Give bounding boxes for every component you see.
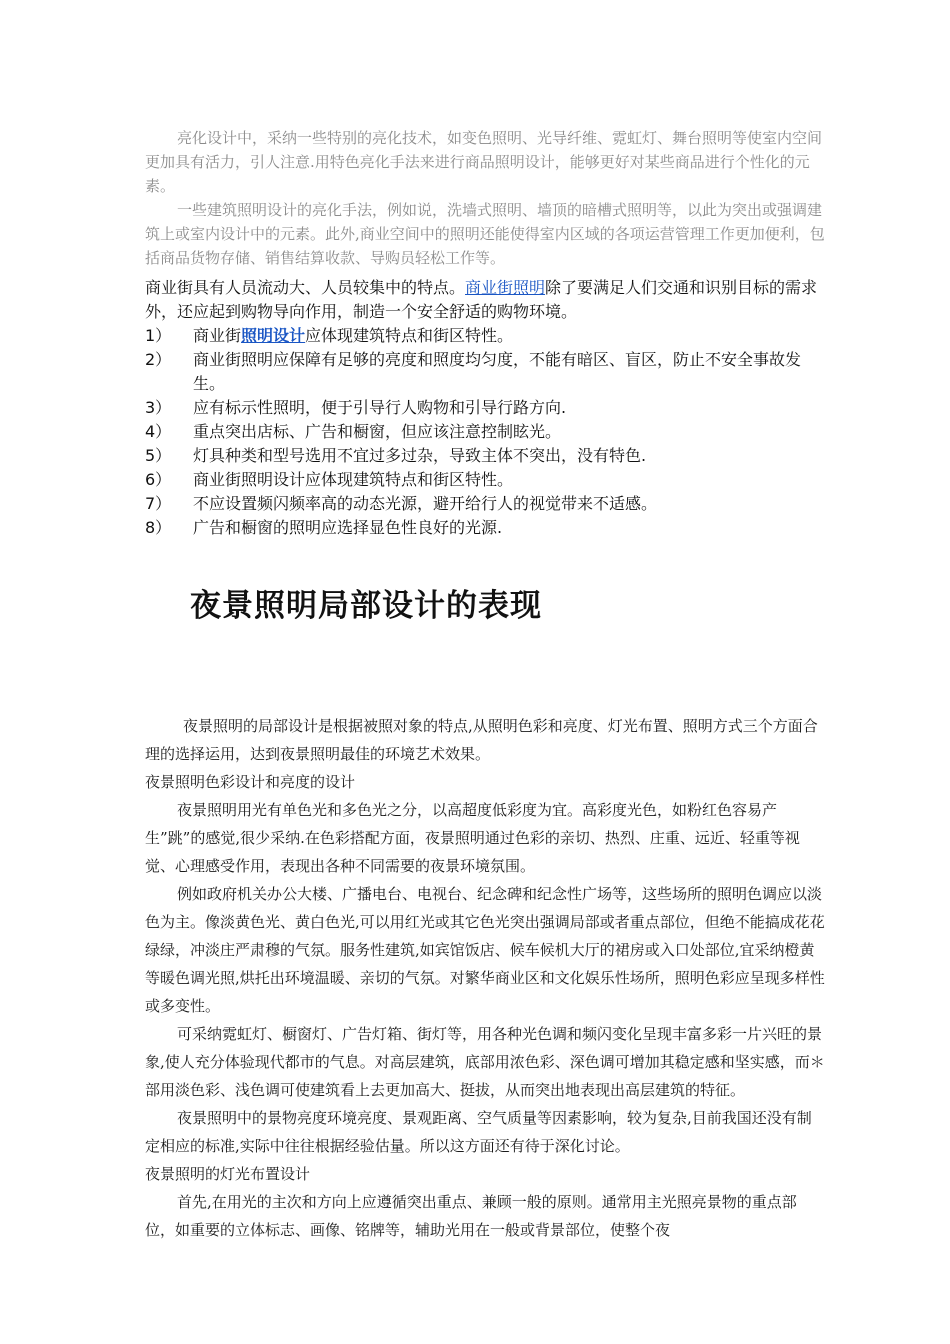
commercial-text-before: 商业街具有人员流动大、人员较集中的特点。 — [145, 278, 466, 297]
list-text: 商业街照明设计应体现建筑特点和街区特性。 — [193, 470, 514, 489]
list-text: 重点突出店标、广告和橱窗，但应该注意控制眩光。 — [193, 422, 562, 441]
list-item — [145, 420, 825, 444]
intro-paragraph-1: 亮化设计中，采纳一些特别的亮化技术，如变色照明、光导纤维、霓虹灯、舞台照明等使室内空间更加具有活力，引人注意.用特色亮化手法来进行商品照明设计，能够更好对某些商品进行个性化的元素。 — [145, 129, 823, 195]
list-item — [145, 348, 825, 396]
subheading-light-layout: 夜景照明的灯光布置设计 — [145, 1165, 311, 1183]
list-item — [145, 492, 825, 516]
section-intro-paragraph: 夜景照明的局部设计是根据被照对象的特点,从照明色彩和亮度、灯光布置、照明方式三个方面合理的选择运用，达到夜景照明最佳的环境艺术效果。 — [145, 717, 818, 763]
lighting-design-link[interactable]: 照明设计 — [241, 326, 306, 345]
commercial-text-after: 除了要满足人们交通和识别目标的需求外，还应起到购物导向作用，制造一个安全舒适的购物环境。 — [145, 278, 818, 321]
list-number: 8） — [145, 518, 172, 537]
list-number: 3） — [145, 398, 172, 417]
list-item — [145, 468, 825, 492]
list-number: 4） — [145, 422, 172, 441]
list-text: 灯具种类和型号选用不宜过多过杂，导致主体不突出，没有特色. — [193, 446, 647, 465]
body-paragraph-5: 首先,在用光的主次和方向上应遵循突出重点、兼顾一般的原则。通常用主光照亮景物的重点部位，如重要的立体标志、画像、铭牌等，辅助光用在一般或背景部位，使整个夜 — [145, 1193, 797, 1239]
list-item — [145, 516, 825, 540]
list-text: 商业街照明应保障有足够的亮度和照度均匀度，不能有暗区、盲区，防止不安全事故发生。 — [193, 350, 802, 393]
body-paragraph-2: 例如政府机关办公大楼、广播电台、电视台、纪念碑和纪念性广场等，这些场所的照明色调应以淡色为主。像淡黄色光、黄白色光,可以用红光或其它色光突出强调局部或者重点部位，但绝不能搞成花花绿绿，冲淡庄严肃穆的气氛。服务性建筑,如宾馆饭店、候车候机大厅的裙房或入口处部位,宜采纳橙黄等暖色调光照,烘托出环境温暖、亲切的气氛。对繁华商业区和文化娱乐性场所，照明色彩应呈现多样性或多变性。 — [145, 885, 825, 1015]
list-number: 6） — [145, 470, 172, 489]
list-text-after: 应体现建筑特点和街区特性。 — [305, 326, 514, 345]
body-paragraph-1: 夜景照明用光有单色光和多色光之分，以高超度低彩度为宜。高彩度光色，如粉红色容易产生”跳”的感觉,很少采纳.在色彩搭配方面，夜景照明通过色彩的亲切、热烈、庄重、远近、轻重等视觉、心理感受作用，表现出各种不同需要的夜景环境氛围。 — [145, 801, 800, 875]
commercial-street-lighting-link[interactable]: 商业街照明 — [465, 278, 546, 297]
commercial-paragraph — [145, 276, 825, 324]
list-number: 5） — [145, 446, 172, 465]
subheading-color-brightness: 夜景照明色彩设计和亮度的设计 — [145, 773, 356, 791]
body-paragraph-3: 可采纳霓虹灯、橱窗灯、广告灯箱、街灯等，用各种光色调和频闪变化呈现丰富多彩一片兴旺的景象,使人充分体验现代都市的气息。对高层建筑，底部用浓色彩、深色调可增加其稳定感和坚实感，而＊部用淡色彩、浅色调可使建筑看上去更加高大、挺拔，从而突出地表现出高层建筑的特征。 — [145, 1025, 825, 1099]
list-text: 应有标示性照明，便于引导行人购物和引导行路方向. — [193, 398, 567, 417]
list-item — [145, 324, 825, 348]
list-text — [193, 324, 825, 348]
section-heading: 夜景照明局部设计的表现 — [190, 588, 542, 624]
list-item — [145, 444, 825, 468]
body-paragraph-4: 夜景照明中的景物亮度环境亮度、景观距离、空气质量等因素影响，较为复杂,目前我国还没有制定相应的标准,实际中往往根据经验估量。所以这方面还有待于深化讨论。 — [145, 1109, 812, 1155]
intro-section — [145, 126, 825, 270]
list-item — [145, 396, 825, 420]
list-number: 7） — [145, 494, 172, 513]
list-text-before: 商业街 — [193, 326, 242, 345]
list-number: 1） — [145, 326, 172, 345]
list-number: 2） — [145, 350, 172, 369]
intro-paragraph-2: 一些建筑照明设计的亮化手法，例如说，洗墙式照明、墙顶的暗槽式照明等，以此为突出或强调建筑上或室内设计中的元素。此外,商业空间中的照明还能使得室内区域的各项运营管理工作更加便利，包括商品货物存储、销售结算收款、导购员轻松工作等。 — [145, 201, 825, 267]
list-text: 广告和橱窗的照明应选择显色性良好的光源. — [193, 518, 503, 537]
list-text: 不应设置频闪频率高的动态光源，避开给行人的视觉带来不适感。 — [193, 494, 658, 513]
commercial-section — [145, 276, 825, 540]
night-lighting-section — [145, 712, 825, 1244]
